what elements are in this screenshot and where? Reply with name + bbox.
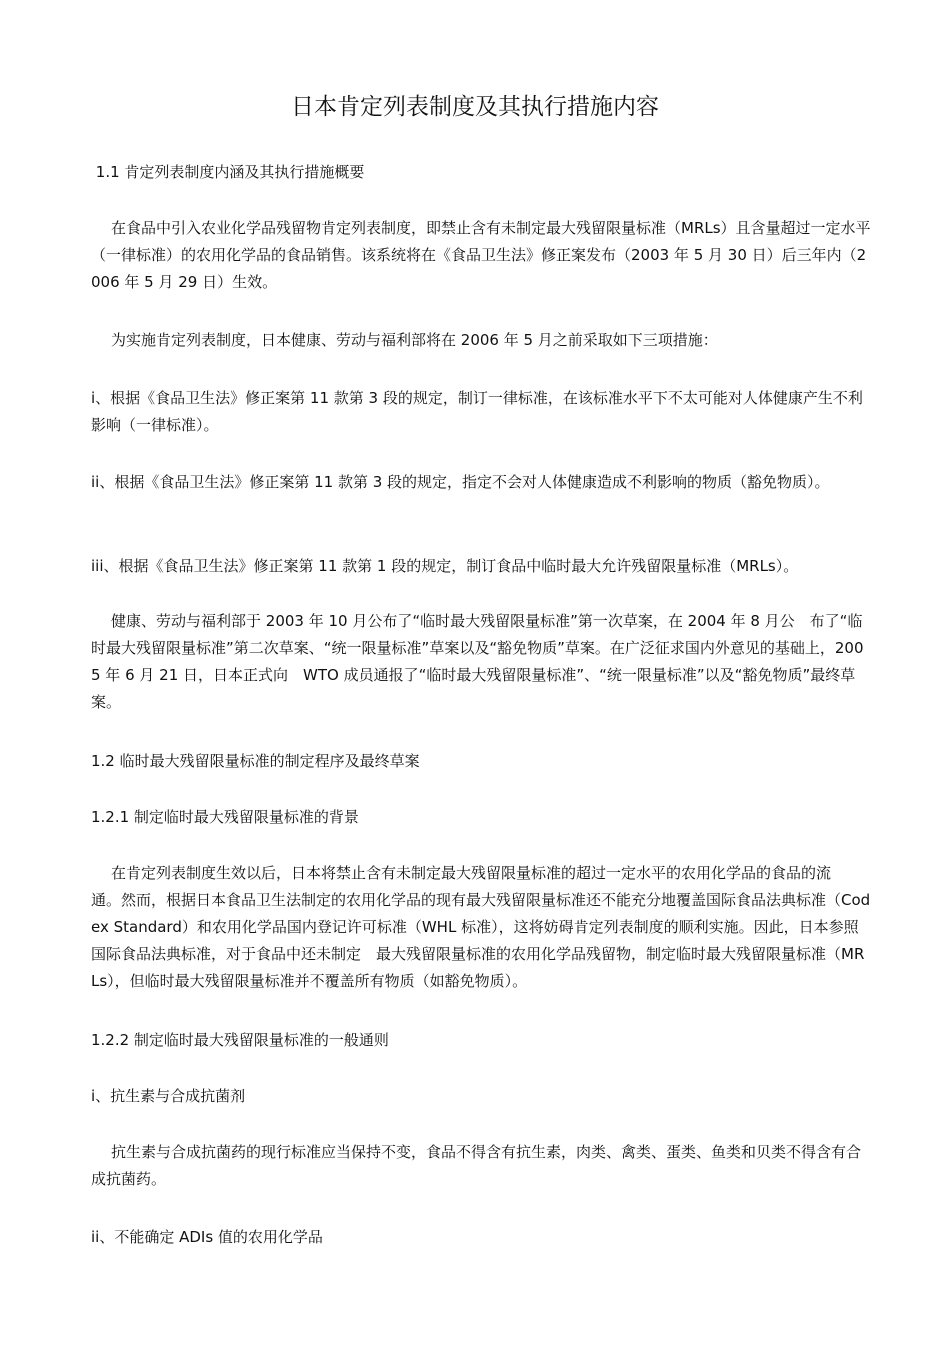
paragraph-intro: 在食品中引入农业化学品残留物肯定列表制度，即禁止含有未制定最大残留限量标准（MRLs）且含量超过一定水平（一律标准）的农用化学品的食品销售。该系统将在《食品卫生法》修正案发布（2003 年 5 月 30 日）后三年内（2006 年 5 月 29 日）生效。	[91, 219, 871, 291]
paragraph-antibiotics: 抗生素与合成抗菌药的现行标准应当保持不变，食品不得含有抗生素，肉类、禽类、蛋类、鱼类和贝类不得含有合成抗菌药。	[91, 1143, 862, 1188]
section-1-2-2-heading: 1.2.2 制定临时最大残留限量标准的一般通则	[91, 1031, 389, 1049]
section-1-2-heading: 1.2 临时最大残留限量标准的制定程序及最终草案	[91, 752, 420, 770]
measure-item-ii: ii、根据《食品卫生法》修正案第 11 款第 3 段的规定，指定不会对人体健康造成不利影响的物质（豁免物质）。	[91, 473, 830, 491]
section-1-1-heading: 1.1 肯定列表制度内涵及其执行措施概要	[91, 163, 365, 181]
document-title: 日本肯定列表制度及其执行措施内容	[291, 94, 659, 120]
paragraph-background: 在肯定列表制度生效以后，日本将禁止含有未制定最大残留限量标准的超过一定水平的农用化学品的食品的流 通。然而，根据日本食品卫生法制定的农用化学品的现有最大残留限量标准还不能充分地覆盖国际食品法典标准（Codex Standard）和农用化学品国内登记许可标准（WHL 标准），这将妨碍肯定列表制度的顺利实施。因此，日本参照国际食品法典标准，对于食品中还未制定 最大残留限量标准的农用化学品残留物，制定临时最大残留限量标准（MRLs），但临时最大残留限量标准并不覆盖所有物质（如豁免物质）。	[91, 864, 871, 990]
paragraph-timeline: 健康、劳动与福利部于 2003 年 10 月公布了“临时最大残留限量标准”第一次草案，在 2004 年 8 月公 布了“临时最大残留限量标准”第二次草案、“统一限量标准”草案以及“豁免物质”草案。在广泛征求国内外意见的基础上，2005 年 6 月 21 日，日本正式向 WTO 成员通报了“临时最大残留限量标准”、“统一限量标准”以及“豁免物质”最终草案。	[91, 612, 864, 711]
rule-ii-heading: ii、不能确定 ADIs 值的农用化学品	[91, 1228, 323, 1246]
paragraph-measures-intro: 为实施肯定列表制度，日本健康、劳动与福利部将在 2006 年 5 月之前采取如下三项措施：	[111, 331, 718, 349]
measure-item-i: i、根据《食品卫生法》修正案第 11 款第 3 段的规定，制订一律标准，在该标准水平下不太可能对人体健康产生不利影响（一律标准）。	[91, 389, 863, 434]
rule-i-heading: i、抗生素与合成抗菌剂	[91, 1087, 246, 1105]
section-1-2-1-heading: 1.2.1 制定临时最大残留限量标准的背景	[91, 808, 359, 826]
measure-item-iii: iii、根据《食品卫生法》修正案第 11 款第 1 段的规定，制订食品中临时最大允许残留限量标准（MRLs）。	[91, 557, 799, 575]
